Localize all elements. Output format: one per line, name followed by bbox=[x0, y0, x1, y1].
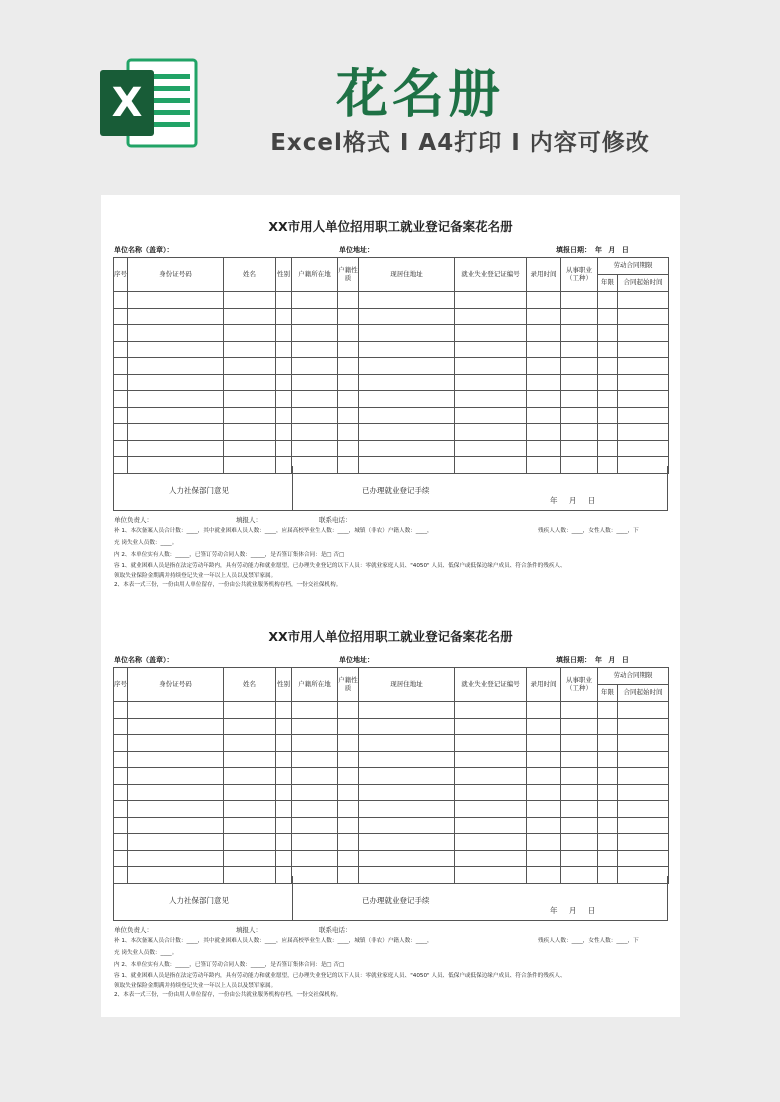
opinion-box bbox=[113, 466, 668, 511]
table-row bbox=[114, 718, 669, 735]
table-row bbox=[114, 834, 669, 851]
note-line: 残疾人人数：____，女性人数：____，下 bbox=[538, 528, 639, 534]
page-subtitle: Excel格式 I A4打印 I 内容可修改 bbox=[270, 130, 650, 156]
responsible-label: 单位负责人： bbox=[114, 926, 153, 934]
handled-date: 年 月 日 bbox=[550, 496, 596, 505]
opinion-box bbox=[113, 876, 668, 921]
col-contract: 劳动合同期限 bbox=[598, 258, 669, 275]
table-row bbox=[114, 784, 669, 801]
table-row bbox=[114, 391, 669, 408]
excel-icon bbox=[100, 56, 198, 150]
col-gender: 性别 bbox=[276, 668, 292, 702]
responsible-label: 单位负责人： bbox=[114, 516, 153, 524]
table-row bbox=[114, 735, 669, 752]
note-line: 内 2、本单位实有人数：_____，已签订劳动合同人数：_____，是否签订集体合同：是□ 否□ bbox=[114, 962, 345, 968]
opinion-label: 人力社保部门意见 bbox=[169, 486, 229, 495]
handled-date: 年 月 日 bbox=[550, 906, 596, 915]
table-row bbox=[114, 817, 669, 834]
col-cert-no: 就业失业登记证编号 bbox=[455, 668, 527, 702]
header bbox=[0, 0, 780, 190]
fill-date-label: 填报日期： bbox=[556, 246, 591, 254]
unit-address-label: 单位地址： bbox=[339, 656, 374, 664]
table-row bbox=[114, 407, 669, 424]
note-line: 2、本表一式三份，一份由用人单位留存，一份由公共就业服务机构存档，一份交社保机构。 bbox=[114, 582, 342, 588]
note-line: 残疾人人数：____，女性人数：____，下 bbox=[538, 938, 639, 944]
note-line: 2、本表一式三份，一份由用人单位留存，一份由公共就业服务机构存档，一份交社保机构。 bbox=[114, 992, 342, 998]
table-row bbox=[114, 374, 669, 391]
col-contract-start: 合同起始时间 bbox=[618, 275, 669, 292]
col-years: 年限 bbox=[598, 685, 618, 702]
col-household: 户籍所在地 bbox=[292, 668, 338, 702]
col-hire-time: 录用时间 bbox=[527, 258, 561, 292]
table-row bbox=[114, 768, 669, 785]
note-line: 领取失业保险金期满并持续登记失业一年以上人员以及禁军家属。 bbox=[114, 983, 277, 989]
col-address: 现居住地址 bbox=[359, 668, 455, 702]
col-gender: 性别 bbox=[276, 258, 292, 292]
col-seq: 序号 bbox=[114, 668, 128, 702]
roster-table bbox=[113, 257, 669, 474]
handled-label: 已办理就业登记手续 bbox=[362, 486, 430, 495]
note-line: 容 1、就业困难人员是指在法定劳动年龄内，具有劳动能力和就业愿望，已办理失业登记的以下人员：零就业家庭人员、"4050" 人员、低保户或低保边缘户成员、符合条件的残疾人、 bbox=[114, 973, 566, 979]
col-job: 从事职业（工种） bbox=[561, 258, 598, 292]
unit-name-label: 单位名称（盖章）： bbox=[114, 246, 174, 254]
note-line: 领取失业保险金期满并持续登记失业一年以上人员以及禁军家属。 bbox=[114, 573, 277, 579]
fill-date-label: 填报日期： bbox=[556, 656, 591, 664]
table-row bbox=[114, 308, 669, 325]
unit-name-label: 单位名称（盖章）： bbox=[114, 656, 174, 664]
table-row bbox=[114, 751, 669, 768]
note-line: 补 1、本次备案人员合计数：____，其中就业困难人员人数：____，应届高校毕业生人数：____，城镇（非农）户籍人数：____， bbox=[114, 528, 433, 534]
col-address: 现居住地址 bbox=[359, 258, 455, 292]
form-title: XX市用人单位招用职工就业登记备案花名册 bbox=[268, 629, 513, 644]
col-contract: 劳动合同期限 bbox=[598, 668, 669, 685]
table-row bbox=[114, 702, 669, 719]
filler-label: 填报人： bbox=[236, 926, 262, 934]
phone-label: 联系电话： bbox=[319, 926, 352, 934]
table-row bbox=[114, 440, 669, 457]
table-row bbox=[114, 358, 669, 375]
col-household-type: 户籍性质 bbox=[338, 258, 359, 292]
col-id-no: 身份证号码 bbox=[128, 258, 224, 292]
col-name: 姓名 bbox=[224, 258, 276, 292]
table-row bbox=[114, 850, 669, 867]
note-line: 充 岗失业人员数：____。 bbox=[114, 540, 178, 546]
fill-date-value: 年 月 日 bbox=[595, 656, 629, 664]
form-title: XX市用人单位招用职工就业登记备案花名册 bbox=[268, 219, 513, 234]
document-paper bbox=[101, 195, 680, 1017]
filler-label: 填报人： bbox=[236, 516, 262, 524]
phone-label: 联系电话： bbox=[319, 516, 352, 524]
table-row bbox=[114, 325, 669, 342]
table-row bbox=[114, 292, 669, 309]
logo-letter: X bbox=[111, 80, 143, 126]
col-contract-start: 合同起始时间 bbox=[618, 685, 669, 702]
col-household-type: 户籍性质 bbox=[338, 668, 359, 702]
roster-table bbox=[113, 667, 669, 884]
col-job: 从事职业（工种） bbox=[561, 668, 598, 702]
page-title: 花名册 bbox=[335, 65, 504, 125]
col-id-no: 身份证号码 bbox=[128, 668, 224, 702]
fill-date-value: 年 月 日 bbox=[595, 246, 629, 254]
col-household: 户籍所在地 bbox=[292, 258, 338, 292]
table-row bbox=[114, 424, 669, 441]
col-name: 姓名 bbox=[224, 668, 276, 702]
note-line: 容 1、就业困难人员是指在法定劳动年龄内，具有劳动能力和就业愿望，已办理失业登记的以下人员：零就业家庭人员、"4050" 人员、低保户或低保边缘户成员、符合条件的残疾人、 bbox=[114, 563, 566, 569]
col-seq: 序号 bbox=[114, 258, 128, 292]
col-years: 年限 bbox=[598, 275, 618, 292]
note-line: 内 2、本单位实有人数：_____，已签订劳动合同人数：_____，是否签订集体合同：是□ 否□ bbox=[114, 552, 345, 558]
note-line: 充 岗失业人员数：____。 bbox=[114, 950, 178, 956]
unit-address-label: 单位地址： bbox=[339, 246, 374, 254]
table-row bbox=[114, 341, 669, 358]
note-line: 补 1、本次备案人员合计数：____，其中就业困难人员人数：____，应届高校毕业生人数：____，城镇（非农）户籍人数：____， bbox=[114, 938, 433, 944]
opinion-label: 人力社保部门意见 bbox=[169, 896, 229, 905]
col-cert-no: 就业失业登记证编号 bbox=[455, 258, 527, 292]
handled-label: 已办理就业登记手续 bbox=[362, 896, 430, 905]
col-hire-time: 录用时间 bbox=[527, 668, 561, 702]
table-row bbox=[114, 801, 669, 818]
